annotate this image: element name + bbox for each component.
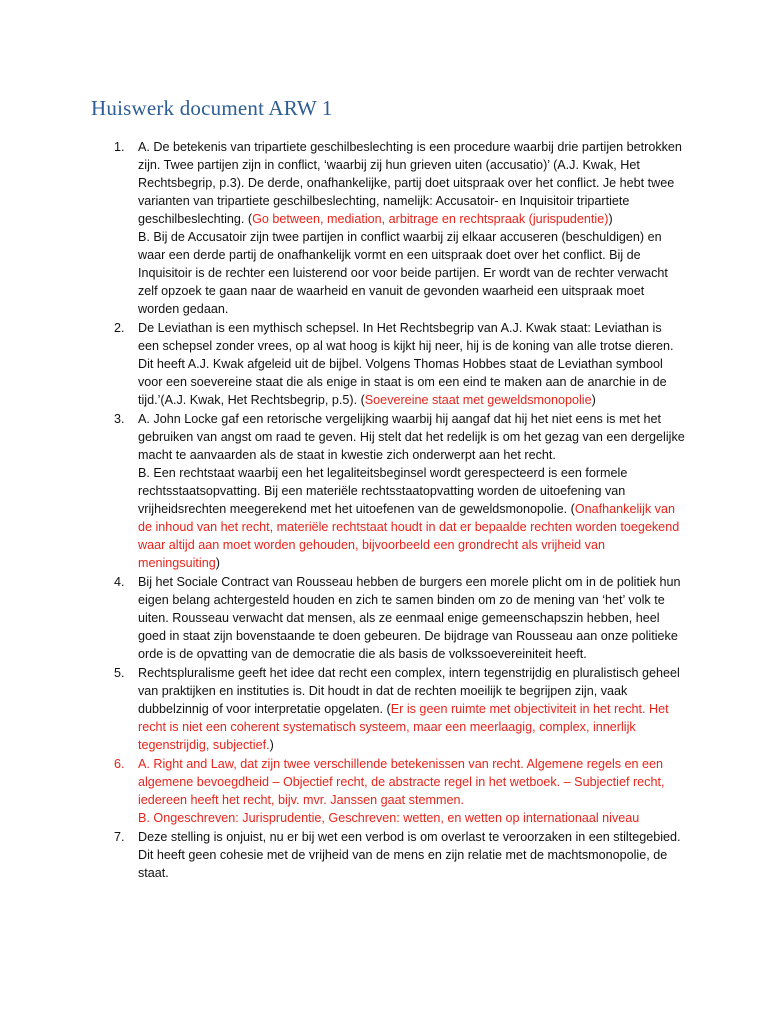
list-item — [114, 664, 686, 754]
answer-text: B. Bij de Accusatoir zijn twee partijen in conflict waarbij zij elkaar accuseren (beschuldigen) en waar een derde partij de onafhankelijk vormt en een uitspraak doet over het conflict. Bij de Inquisitoir is de rechter een luisterend oor voor beide partijen. Er wordt van de rechter verwacht zelf opzoek te gaan naar de waarheid en vanuit de gevonden waarheid een uitspraak moet worden gedaan. — [138, 230, 668, 316]
item-number: 5. — [114, 666, 125, 680]
list-item — [114, 138, 686, 318]
list-item — [114, 410, 686, 572]
teacher-annotation: Onafhankelijk van de inhoud van het recht, materiële rechtstaat houdt in dat er bepaalde rechten worden toegekend waar altijd aan moet worden gehouden, bijvoorbeeld een grondrecht als vrijheid van meningsuiting — [138, 502, 680, 570]
teacher-annotation: A. Right and Law, dat zijn twee verschillende betekenissen van recht. Algemene regels en een algemene bevoegdheid – Objectief recht, de abstracte regel in het wetboek. – Subjectief recht, iedereen heeft het recht, bijv. mvr. Janssen gaat stemmen. — [138, 757, 665, 807]
list-item — [114, 573, 686, 663]
answer-text: B. Een rechtstaat waarbij een het legaliteitsbeginsel wordt gerespecteerd is een formele rechtsstaatsopvatting. Bij een materiële rechtsstaatopvatting worden de uitoefening van vrijheidsrechten meegerekend met het uitoefenen van de geweldsmonopolie. ( — [138, 466, 628, 516]
answer-text: Deze stelling is onjuist, nu er bij wet een verbod is om overlast te veroorzaken in een stiltegebied. Dit heeft geen cohesie met de vrijheid van de mens en zijn relatie met de machtsmonopolie, de staat. — [138, 830, 681, 880]
teacher-annotation: Go between, mediation, arbitrage en rechtspraak (jurispudentie) — [252, 212, 609, 226]
answer-text: A. De betekenis van tripartiete geschilbeslechting is een procedure waarbij drie partijen betrokken zijn. Twee partijen zijn in conflict, ‘waarbij zij hun grieven uiten (accusatio)’ (A.J. Kwak, Het Rechtsbegrip, p.3). De derde, onafhankelijke, partij doet uitspraak over het conflict. Je hebt twee varianten van tripartiete geschilbeslechting, namelijk: Accusatoir- en Inquisitoir tripartiete geschilbeslechting. ( — [138, 140, 682, 226]
teacher-annotation: B. Ongeschreven: Jurisprudentie, Geschreven: wetten, en wetten op internationaal niveau — [138, 811, 640, 825]
item-number: 6. — [114, 757, 125, 771]
list-item — [114, 828, 686, 882]
answer-text: Bij het Sociale Contract van Rousseau hebben de burgers een morele plicht om in de politiek hun eigen belang achtergesteld houden en zich te samen binden om zo de mening van ‘het’ volk te uiten. Rousseau verwacht dat mensen, als ze eenmaal enige gemeenschapszin hebben, heel goed in staat zijn bovenstaande te doen gebeuren. De bijdrage van Rousseau aan onze politieke orde is de opvatting van de democratie die als basis de volkssoevereiniteit heeft. — [138, 575, 681, 661]
item-number: 4. — [114, 575, 125, 589]
answer-text: De Leviathan is een mythisch schepsel. In Het Rechtsbegrip van A.J. Kwak staat: Leviathan is een schepsel zonder vrees, op al wat hoog is kijkt hij neer, hij is de koning van alle trotse dieren. Dit heeft A.J. Kwak afgeleid uit de bijbel. Volgens Thomas Hobbes staat de Leviathan symbool voor een soevereine staat die als enige in staat is om een eind te maken aan de anarchie in de tijd.’(A.J. Kwak, Het Rechtsbegrip, p.5). ( — [138, 321, 674, 407]
list-item — [114, 319, 686, 409]
answer-text: ) — [591, 393, 596, 407]
answer-text: ) — [269, 738, 274, 752]
teacher-annotation: Soevereine staat met geweldsmonopolie — [364, 393, 592, 407]
teacher-annotation: Er is geen ruimte met objectiviteit in het recht. Het recht is niet een coherent systematisch systeem, maar een meerlaagig, complex, innerlijk tegenstrijdig, subjectief. — [138, 702, 669, 752]
answer-text: A. John Locke gaf een retorische vergelijking waarbij hij aangaf dat hij het niet eens is met het gebruiken van angst om raad te geven. Hij stelt dat het redelijk is om het gezag van een dergelijke macht te aanvaarden als de staat in kwestie zich onderwerpt aan het recht. — [138, 412, 685, 462]
item-number: 7. — [114, 830, 125, 844]
item-number: 3. — [114, 412, 125, 426]
answer-text: ) — [215, 556, 220, 570]
document-title: Huiswerk document ARW 1 — [91, 96, 333, 120]
item-number: 2. — [114, 321, 125, 335]
answer-text: ) — [608, 212, 613, 226]
list-item — [114, 755, 686, 827]
answer-list — [114, 138, 686, 883]
item-number: 1. — [114, 140, 125, 154]
answer-text: Rechtspluralisme geeft het idee dat recht een complex, intern tegenstrijdig en pluralistisch geheel van praktijken en instituties is. Dit houdt in dat de rechten moeilijk te begrijpen zijn, vaak dubbelzinnig of voor interpretatie opgelaten. ( — [138, 666, 680, 716]
